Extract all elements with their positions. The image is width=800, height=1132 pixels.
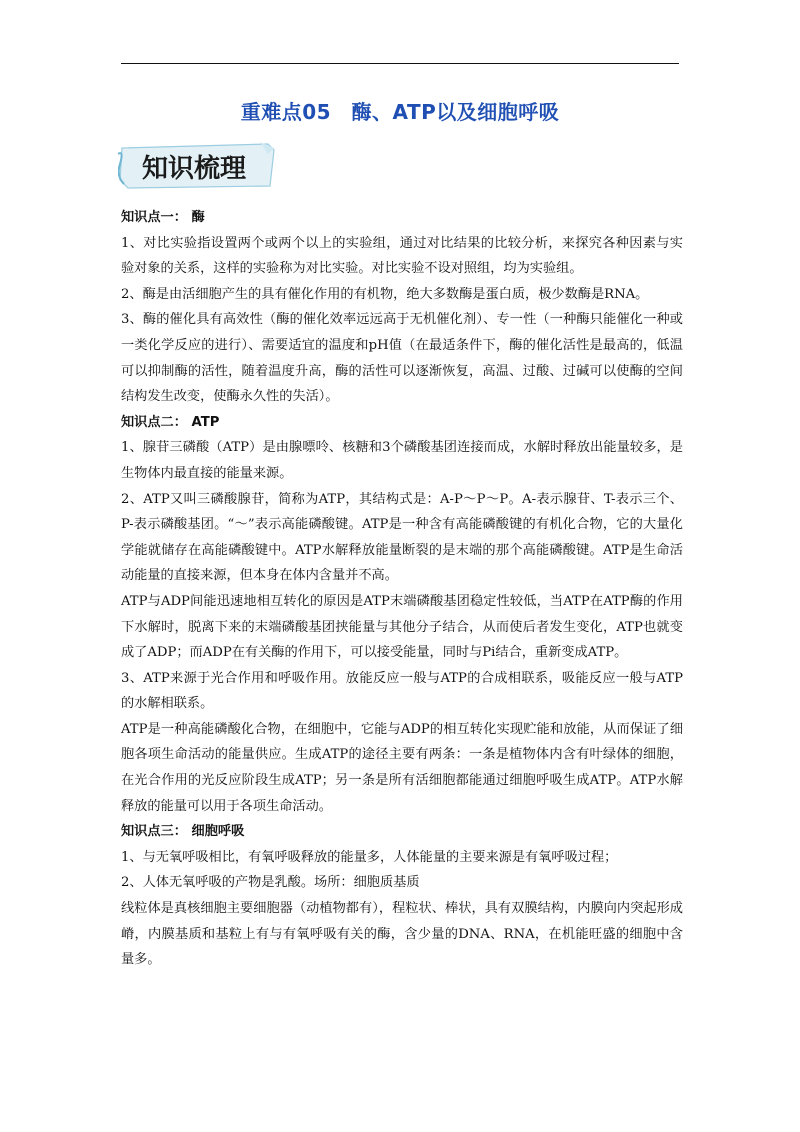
section-heading-enzyme: 知识点一： 酶: [121, 210, 205, 225]
header-rule: [121, 63, 679, 64]
paragraph: 2、ATP又叫三磷酸腺苷，简称为ATP，其结构式是：A-P～P～P。A-表示腺苷、T-表示三个、P-表示磷酸基团。“～”表示高能磷酸键。ATP是一种含有高能磷酸键的有机化合物，它的大量化学能就储存在高能磷酸键中。ATP水解释放能量断裂的是末端的那个高能磷酸键。ATP是生命活动能量的直接来源，但本身在体内含量并不高。: [121, 491, 683, 584]
banner-graphic: [118, 140, 278, 192]
section-banner: [118, 140, 278, 192]
paragraph: ATP与ADP间能迅速地相互转化的原因是ATP末端磷酸基团稳定性较低，当ATP在ATP酶的作用下水解时，脱离下来的末端磷酸基团挟能量与其他分子结合，从而使后者发生变化，ATP也就变成了ADP；而ADP在有关酶的作用下，可以接受能量，同时与Pi结合，重新变成ATP。: [121, 593, 683, 661]
paragraph: 1、对比实验指设置两个或两个以上的实验组，通过对比结果的比较分析，来探究各种因素与实验对象的关系，这样的实验称为对比实验。对比实验不设对照组，均为实验组。: [121, 235, 683, 277]
section-heading-atp: 知识点二： ATP: [121, 414, 220, 430]
paragraph: 2、酶是由活细胞产生的具有催化作用的有机物，绝大多数酶是蛋白质，极少数酶是RNA。: [121, 286, 649, 302]
main-content: [121, 205, 683, 973]
section-heading-respiration: 知识点三： 细胞呼吸: [121, 824, 245, 840]
banner-label: 知识梳理: [142, 154, 247, 184]
paragraph: 1、与无氧呼吸相比，有氧呼吸释放的能量多，人体能量的主要来源是有氧呼吸过程；: [121, 849, 618, 865]
paragraph: ATP是一种高能磷酸化合物，在细胞中，它能与ADP的相互转化实现贮能和放能，从而保证了细胞各项生命活动的能量供应。生成ATP的途径主要有两条：一条是植物体内含有叶绿体的细胞，在光合作用的光反应阶段生成ATP；另一条是所有活细胞都能通过细胞呼吸生成ATP。ATP水解释放的能量可以用于各项生命活动。: [121, 721, 683, 814]
paragraph: 2、人体无氧呼吸的产物是乳酸。场所：细胞质基质: [121, 875, 420, 891]
page-title: 重难点05 酶、ATP以及细胞呼吸: [240, 100, 560, 124]
paragraph: 1、腺苷三磷酸（ATP）是由腺嘌呤、核糖和3个磷酸基团连接而成，水解时释放出能量较多，是生物体内最直接的能量来源。: [121, 440, 683, 481]
paragraph: 3、酶的催化具有高效性（酶的催化效率远远高于无机催化剂）、专一性（一种酶只能催化一种或一类化学反应的进行）、需要适宜的温度和pH值（在最适条件下，酶的催化活性是最高的，低温可以抑制酶的活性，随着温度升高，酶的活性可以逐渐恢复，高温、过酸、过碱可以使酶的空间结构发生改变，使酶永久性的失活）。: [121, 312, 683, 405]
paragraph: 线粒体是真核细胞主要细胞器（动植物都有），程粒状、棒状，具有双膜结构，内膜向内突起形成嵴，内膜基质和基粒上有与有氧呼吸有关的酶，含少量的DNA、RNA，在机能旺盛的细胞中含量多。: [121, 901, 683, 968]
paragraph: 3、ATP来源于光合作用和呼吸作用。放能反应一般与ATP的合成相联系，吸能反应一般与ATP的水解相联系。: [121, 670, 683, 712]
